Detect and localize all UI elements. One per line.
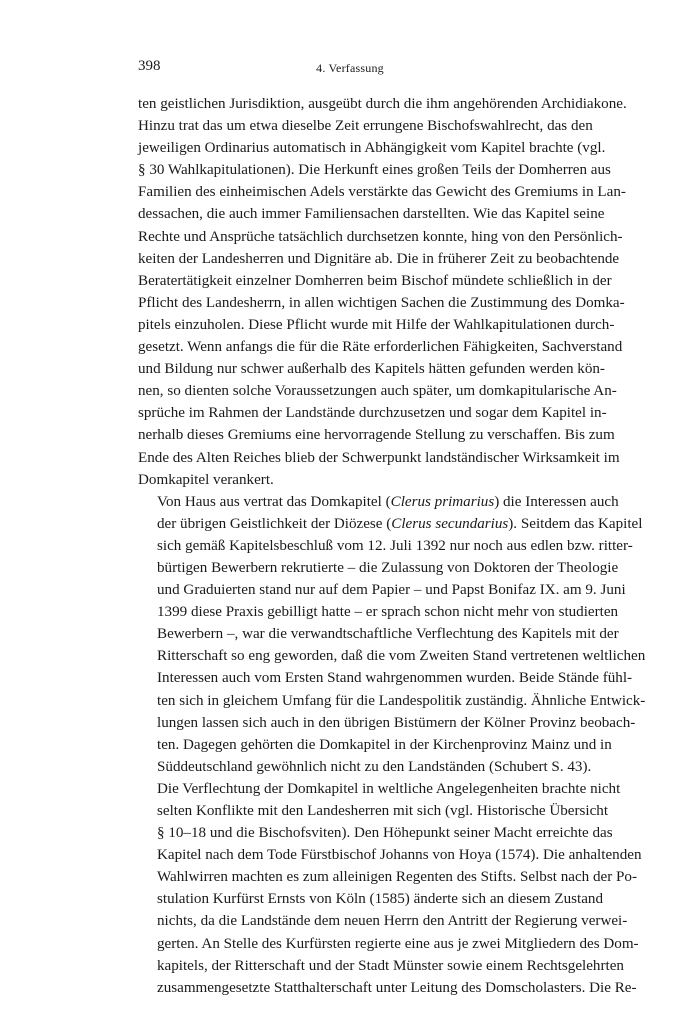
text-line: bürtigen Bewerbern rekrutierte – die Zulassung von Doktoren der Theologie <box>157 559 619 576</box>
text-line: gesetzt. Wenn anfangs die für die Räte erforderlichen Fähigkeiten, Sachverstand <box>138 339 623 356</box>
text-line: gerten. An Stelle des Kurfürsten regierte eine aus je zwei Mitgliedern des Dom- <box>157 935 639 952</box>
text-line: lungen lassen sich auch in den übrigen Bistümern der Kölner Provinz beobach- <box>157 714 636 731</box>
text-line: ten geistlichen Jurisdiktion, ausgeübt durch die ihm angehörenden Archidiakone. <box>138 96 627 112</box>
paragraph-p1 <box>138 93 627 491</box>
text-line: Interessen auch vom Ersten Stand wahrgenommen wurden. Beide Stände fühl- <box>157 670 633 687</box>
text-line: nichts, da die Landstände dem neuen Herrn den Antritt der Regierung verwei- <box>157 913 628 930</box>
text-line: und Bildung nur schwer außerhalb des Kapitels hätten gefunden werden kön- <box>138 361 605 378</box>
text-line: Beratertätigkeit einzelner Domherren beim Bischof mündete schließlich in der <box>138 272 612 289</box>
text-line: ten sich in gleichem Umfang für die Landespolitik zuständig. Ähnliche Entwick- <box>157 692 646 709</box>
body-text <box>138 93 646 999</box>
text-line: keiten der Landesherren und Dignitäre ab. Die in früherer Zeit zu beobachtende <box>138 250 620 267</box>
paragraph-p2 <box>138 491 646 778</box>
text-line: dessachen, die auch immer Familiensachen darstellten. Wie das Kapitel seine <box>138 206 605 223</box>
text-line: sprüche im Rahmen der Landstände durchzusetzen und sogar dem Kapitel in- <box>138 405 607 422</box>
text-line: selten Konflikte mit den Landesherren mit sich (vgl. Historische Übersicht <box>157 803 609 819</box>
text-line: Wahlwirren machten es zum alleinigen Regenten des Stifts. Selbst nach der Po- <box>157 869 637 886</box>
text-line: pitels einzuholen. Diese Pflicht wurde mit Hilfe der Wahlkapitulationen durch- <box>138 316 615 333</box>
text-line: Von Haus aus vertrat das Domkapitel (Clerus primarius) die Interessen auch <box>157 493 619 510</box>
italic-term: Clerus primarius <box>390 493 495 510</box>
text-line: Süddeutschland gewöhnlich nicht zu den Landständen (Schubert S. 43). <box>157 758 592 775</box>
text-line: stulation Kurfürst Ernsts von Köln (1585) änderte sich an diesem Zustand <box>157 891 604 908</box>
text-line: jeweiligen Ordinarius automatisch in Abhängigkeit vom Kapitel brachte (vgl. <box>138 140 606 157</box>
text-line: Familien des einheimischen Adels verstärkte das Gewicht des Gremiums in Lan- <box>138 184 626 201</box>
text-line: Domkapitel verankert. <box>138 471 274 488</box>
text-line: § 30 Wahlkapitulationen). Die Herkunft eines großen Teils der Domherren aus <box>138 162 611 179</box>
text-line: § 10–18 und die Bischofsviten). Den Höhepunkt seiner Macht erreichte das <box>157 825 613 842</box>
text-line: Rechte und Ansprüche tatsächlich durchsetzen konnte, hing von den Persönlich- <box>138 228 623 245</box>
text-line: Kapitel nach dem Tode Fürstbischof Johanns von Hoya (1574). Die anhaltenden <box>157 847 642 864</box>
text-line: Ritterschaft so eng geworden, daß die vom Zweiten Stand vertretenen weltlichen <box>157 648 646 665</box>
text-line: Ende des Alten Reiches blieb der Schwerpunkt landständischer Wirksamkeit im <box>138 449 620 466</box>
text-line: Bewerbern –, war die verwandtschaftliche Verflechtung des Kapitels mit der <box>157 626 619 643</box>
text-line: nerhalb dieses Gremiums eine hervorragende Stellung zu verschaffen. Bis zum <box>138 427 615 444</box>
text-line: 1399 diese Praxis gebilligt hatte – er sprach schon nicht mehr von studierten <box>157 604 619 621</box>
text-line: ten. Dagegen gehörten die Domkapitel in der Kirchenprovinz Mainz und in <box>157 736 612 753</box>
paragraph-p3 <box>138 778 642 999</box>
text-line: zusammengesetzte Statthalterschaft unter Leitung des Domscholasters. Die Re- <box>157 979 637 996</box>
text-line: der übrigen Geistlichkeit der Diözese (Clerus secundarius). Seitdem das Kapitel <box>157 515 643 532</box>
page-number: 398 <box>138 58 161 74</box>
text-line: sich gemäß Kapitelsbeschluß vom 12. Juli 1392 nur noch aus edlen bzw. ritter- <box>157 537 633 554</box>
running-head: 4. Verfassung <box>316 61 384 75</box>
text-line: Hinzu trat das um etwa dieselbe Zeit errungene Bischofswahlrecht, das den <box>138 118 593 135</box>
text-line: kapitels, der Ritterschaft und der Stadt Münster sowie einem Rechtsgelehrten <box>157 957 624 974</box>
text-line: Die Verflechtung der Domkapitel in weltliche Angelegenheiten brachte nicht <box>157 780 621 797</box>
italic-term: Clerus secundarius <box>391 515 509 532</box>
text-line: und Graduierten stand nur auf dem Papier – und Papst Bonifaz IX. am 9. Juni <box>157 582 626 599</box>
text-line: Pflicht des Landesherrn, in allen wichtigen Sachen die Zustimmung des Domka- <box>138 294 625 311</box>
text-line: nen, so dienten solche Voraussetzungen auch später, um domkapitularische An- <box>138 383 617 400</box>
